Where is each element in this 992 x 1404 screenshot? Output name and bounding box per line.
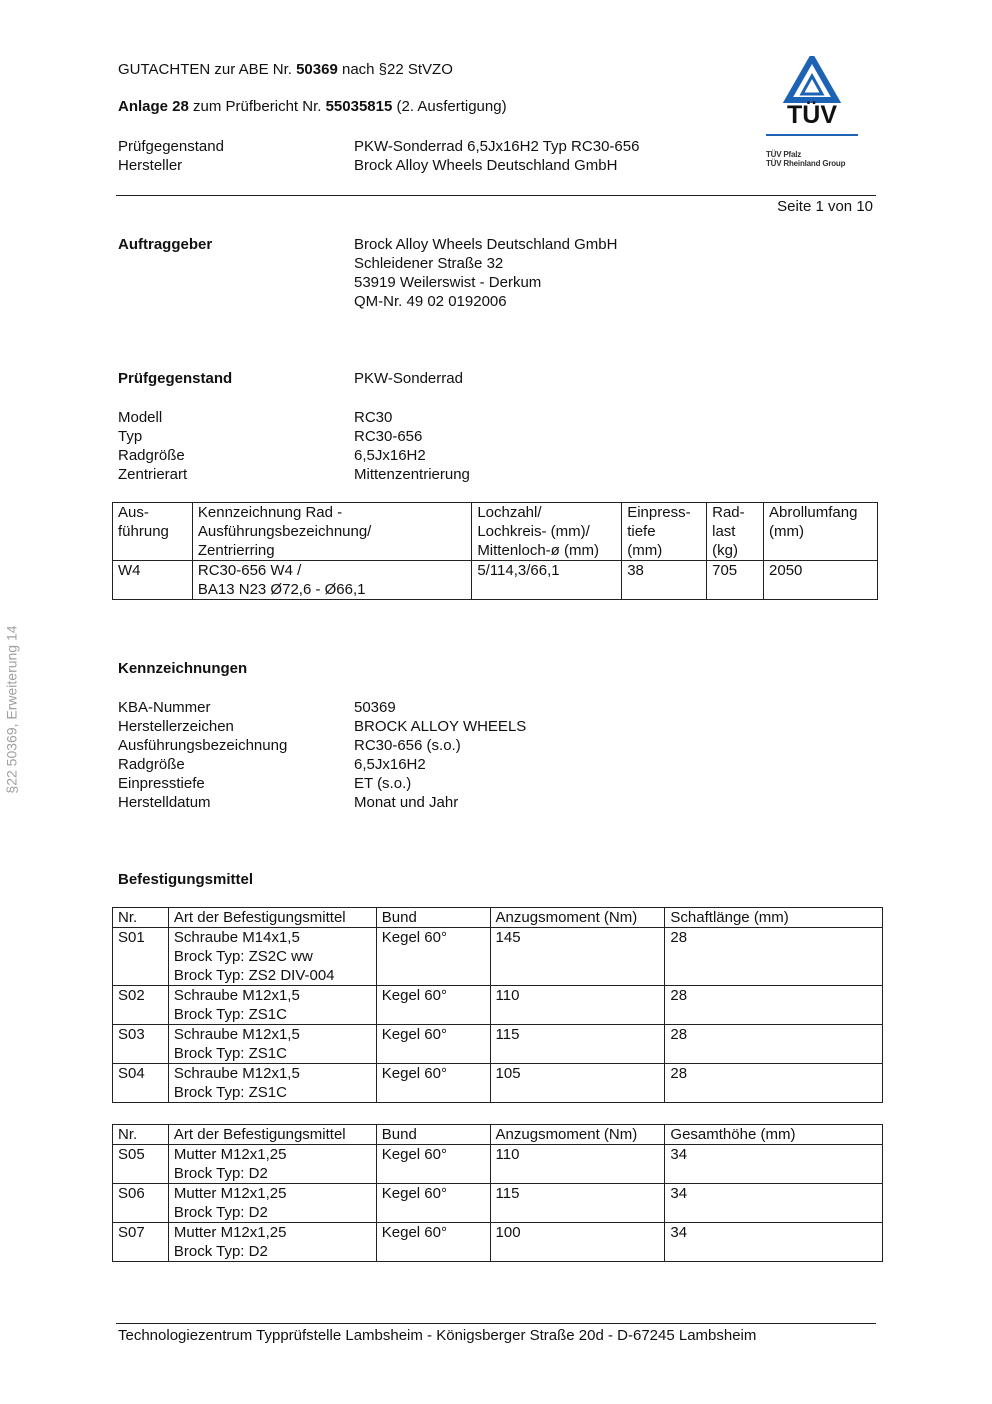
table-cell: Schraube M14x1,5 Brock Typ: ZS2C ww Brock Typ: ZS2 DIV-004 [168, 928, 376, 986]
table-cell: Kegel 60° [376, 1145, 490, 1184]
table-cell: 115 [490, 1025, 665, 1064]
table-cell: 28 [665, 928, 883, 986]
header-cell: Bund [376, 1125, 490, 1145]
nuts-table-header [113, 1125, 883, 1145]
table-cell: 115 [490, 1184, 665, 1223]
bolts-table [112, 907, 883, 1103]
table-cell: S02 [113, 986, 169, 1025]
header-cell: Schaftlänge (mm) [665, 908, 883, 928]
table-row [113, 1145, 883, 1184]
header-cell: Anzugsmoment (Nm) [490, 1125, 665, 1145]
header-cell: Anzugsmoment (Nm) [490, 908, 665, 928]
table-cell: 34 [665, 1145, 883, 1184]
table-cell: 100 [490, 1223, 665, 1262]
table-cell: Schraube M12x1,5 Brock Typ: ZS1C [168, 986, 376, 1025]
tuv-logo-word: TÜV [787, 101, 837, 129]
table-cell: Kegel 60° [376, 1025, 490, 1064]
header-cell: Aus- führung [113, 503, 193, 561]
table-cell: 145 [490, 928, 665, 986]
table-cell: S04 [113, 1064, 169, 1103]
table-cell: 5/114,3/66,1 [472, 561, 622, 600]
table-row [113, 986, 883, 1025]
table-cell: S06 [113, 1184, 169, 1223]
header-cell: Einpress- tiefe (mm) [622, 503, 707, 561]
header-cell: Lochzahl/ Lochkreis- (mm)/ Mittenloch-ø (mm) [472, 503, 622, 561]
table-cell: Mutter M12x1,25 Brock Typ: D2 [168, 1223, 376, 1262]
side-margin-note: §22 50369, Erweiterung 14 [3, 625, 20, 794]
table-cell: Kegel 60° [376, 986, 490, 1025]
bolts-table-header [113, 908, 883, 928]
table-cell: S07 [113, 1223, 169, 1262]
table-cell: 105 [490, 1064, 665, 1103]
table-row [113, 561, 878, 600]
table-cell: Kegel 60° [376, 1064, 490, 1103]
header-cell: Nr. [113, 1125, 169, 1145]
pruefgegenstand-value: PKW-Sonderrad [354, 370, 463, 387]
table-cell: Kegel 60° [376, 1184, 490, 1223]
auftraggeber-address: Brock Alloy Wheels Deutschland GmbH Schleidener Straße 32 53919 Weilerswist - Derkum QM-Nr. 49 02 0192006 [354, 236, 618, 310]
document-title: GUTACHTEN zur ABE Nr. 50369 nach §22 StVZO [118, 61, 453, 78]
wheel-table-header [113, 503, 878, 561]
tuv-logo-bar [766, 134, 858, 136]
page-number: Seite 1 von 10 [777, 198, 873, 215]
footer-address: Technologiezentrum Typprüfstelle Lambsheim - Königsberger Straße 20d - D-67245 Lambsheim [118, 1327, 757, 1344]
table-row [113, 928, 883, 986]
befestigungsmittel-label: Befestigungsmittel [118, 871, 254, 888]
table-row [113, 1223, 883, 1262]
table-cell: 110 [490, 986, 665, 1025]
tuv-logo [762, 56, 872, 174]
header-cell: Nr. [113, 908, 169, 928]
header-cell: Bund [376, 908, 490, 928]
header-divider [116, 195, 876, 196]
table-cell: Schraube M12x1,5 Brock Typ: ZS1C [168, 1064, 376, 1103]
table-cell: S03 [113, 1025, 169, 1064]
table-cell: Kegel 60° [376, 928, 490, 986]
table-row [113, 1184, 883, 1223]
document-subtitle: Anlage 28 zum Prüfbericht Nr. 55035815 (2. Ausfertigung) [118, 98, 507, 115]
footer-divider [116, 1323, 876, 1324]
header-cell: Art der Befestigungsmittel [168, 1125, 376, 1145]
table-cell: Schraube M12x1,5 Brock Typ: ZS1C [168, 1025, 376, 1064]
tuv-logo-subtitle: TÜV Pfalz TÜV Rheinland Group [766, 150, 846, 168]
table-cell: Mutter M12x1,25 Brock Typ: D2 [168, 1145, 376, 1184]
kennzeichnungen-label: Kennzeichnungen [118, 660, 248, 677]
table-cell: 110 [490, 1145, 665, 1184]
header-cell: Abrollumfang (mm) [764, 503, 878, 561]
table-cell: 28 [665, 986, 883, 1025]
header-cell: Rad- last (kg) [707, 503, 764, 561]
table-cell: 28 [665, 1025, 883, 1064]
table-cell: W4 [113, 561, 193, 600]
table-cell: S01 [113, 928, 169, 986]
header-cell: Art der Befestigungsmittel [168, 908, 376, 928]
header-cell: Gesamthöhe (mm) [665, 1125, 883, 1145]
table-cell: 28 [665, 1064, 883, 1103]
table-row [113, 1064, 883, 1103]
header-cell: Kennzeichnung Rad - Ausführungsbezeichnung/ Zentrierring [192, 503, 471, 561]
table-cell: 34 [665, 1223, 883, 1262]
table-cell: 38 [622, 561, 707, 600]
table-cell: S05 [113, 1145, 169, 1184]
table-cell: Kegel 60° [376, 1223, 490, 1262]
table-cell: 2050 [764, 561, 878, 600]
table-cell: Mutter M12x1,25 Brock Typ: D2 [168, 1184, 376, 1223]
table-row [113, 1025, 883, 1064]
table-cell: RC30-656 W4 / BA13 N23 Ø72,6 - Ø66,1 [192, 561, 471, 600]
wheel-table [112, 502, 878, 600]
nuts-table [112, 1124, 883, 1262]
auftraggeber-label: Auftraggeber [118, 236, 213, 253]
pruefgegenstand-label: Prüfgegenstand [118, 370, 233, 387]
table-cell: 705 [707, 561, 764, 600]
table-cell: 34 [665, 1184, 883, 1223]
